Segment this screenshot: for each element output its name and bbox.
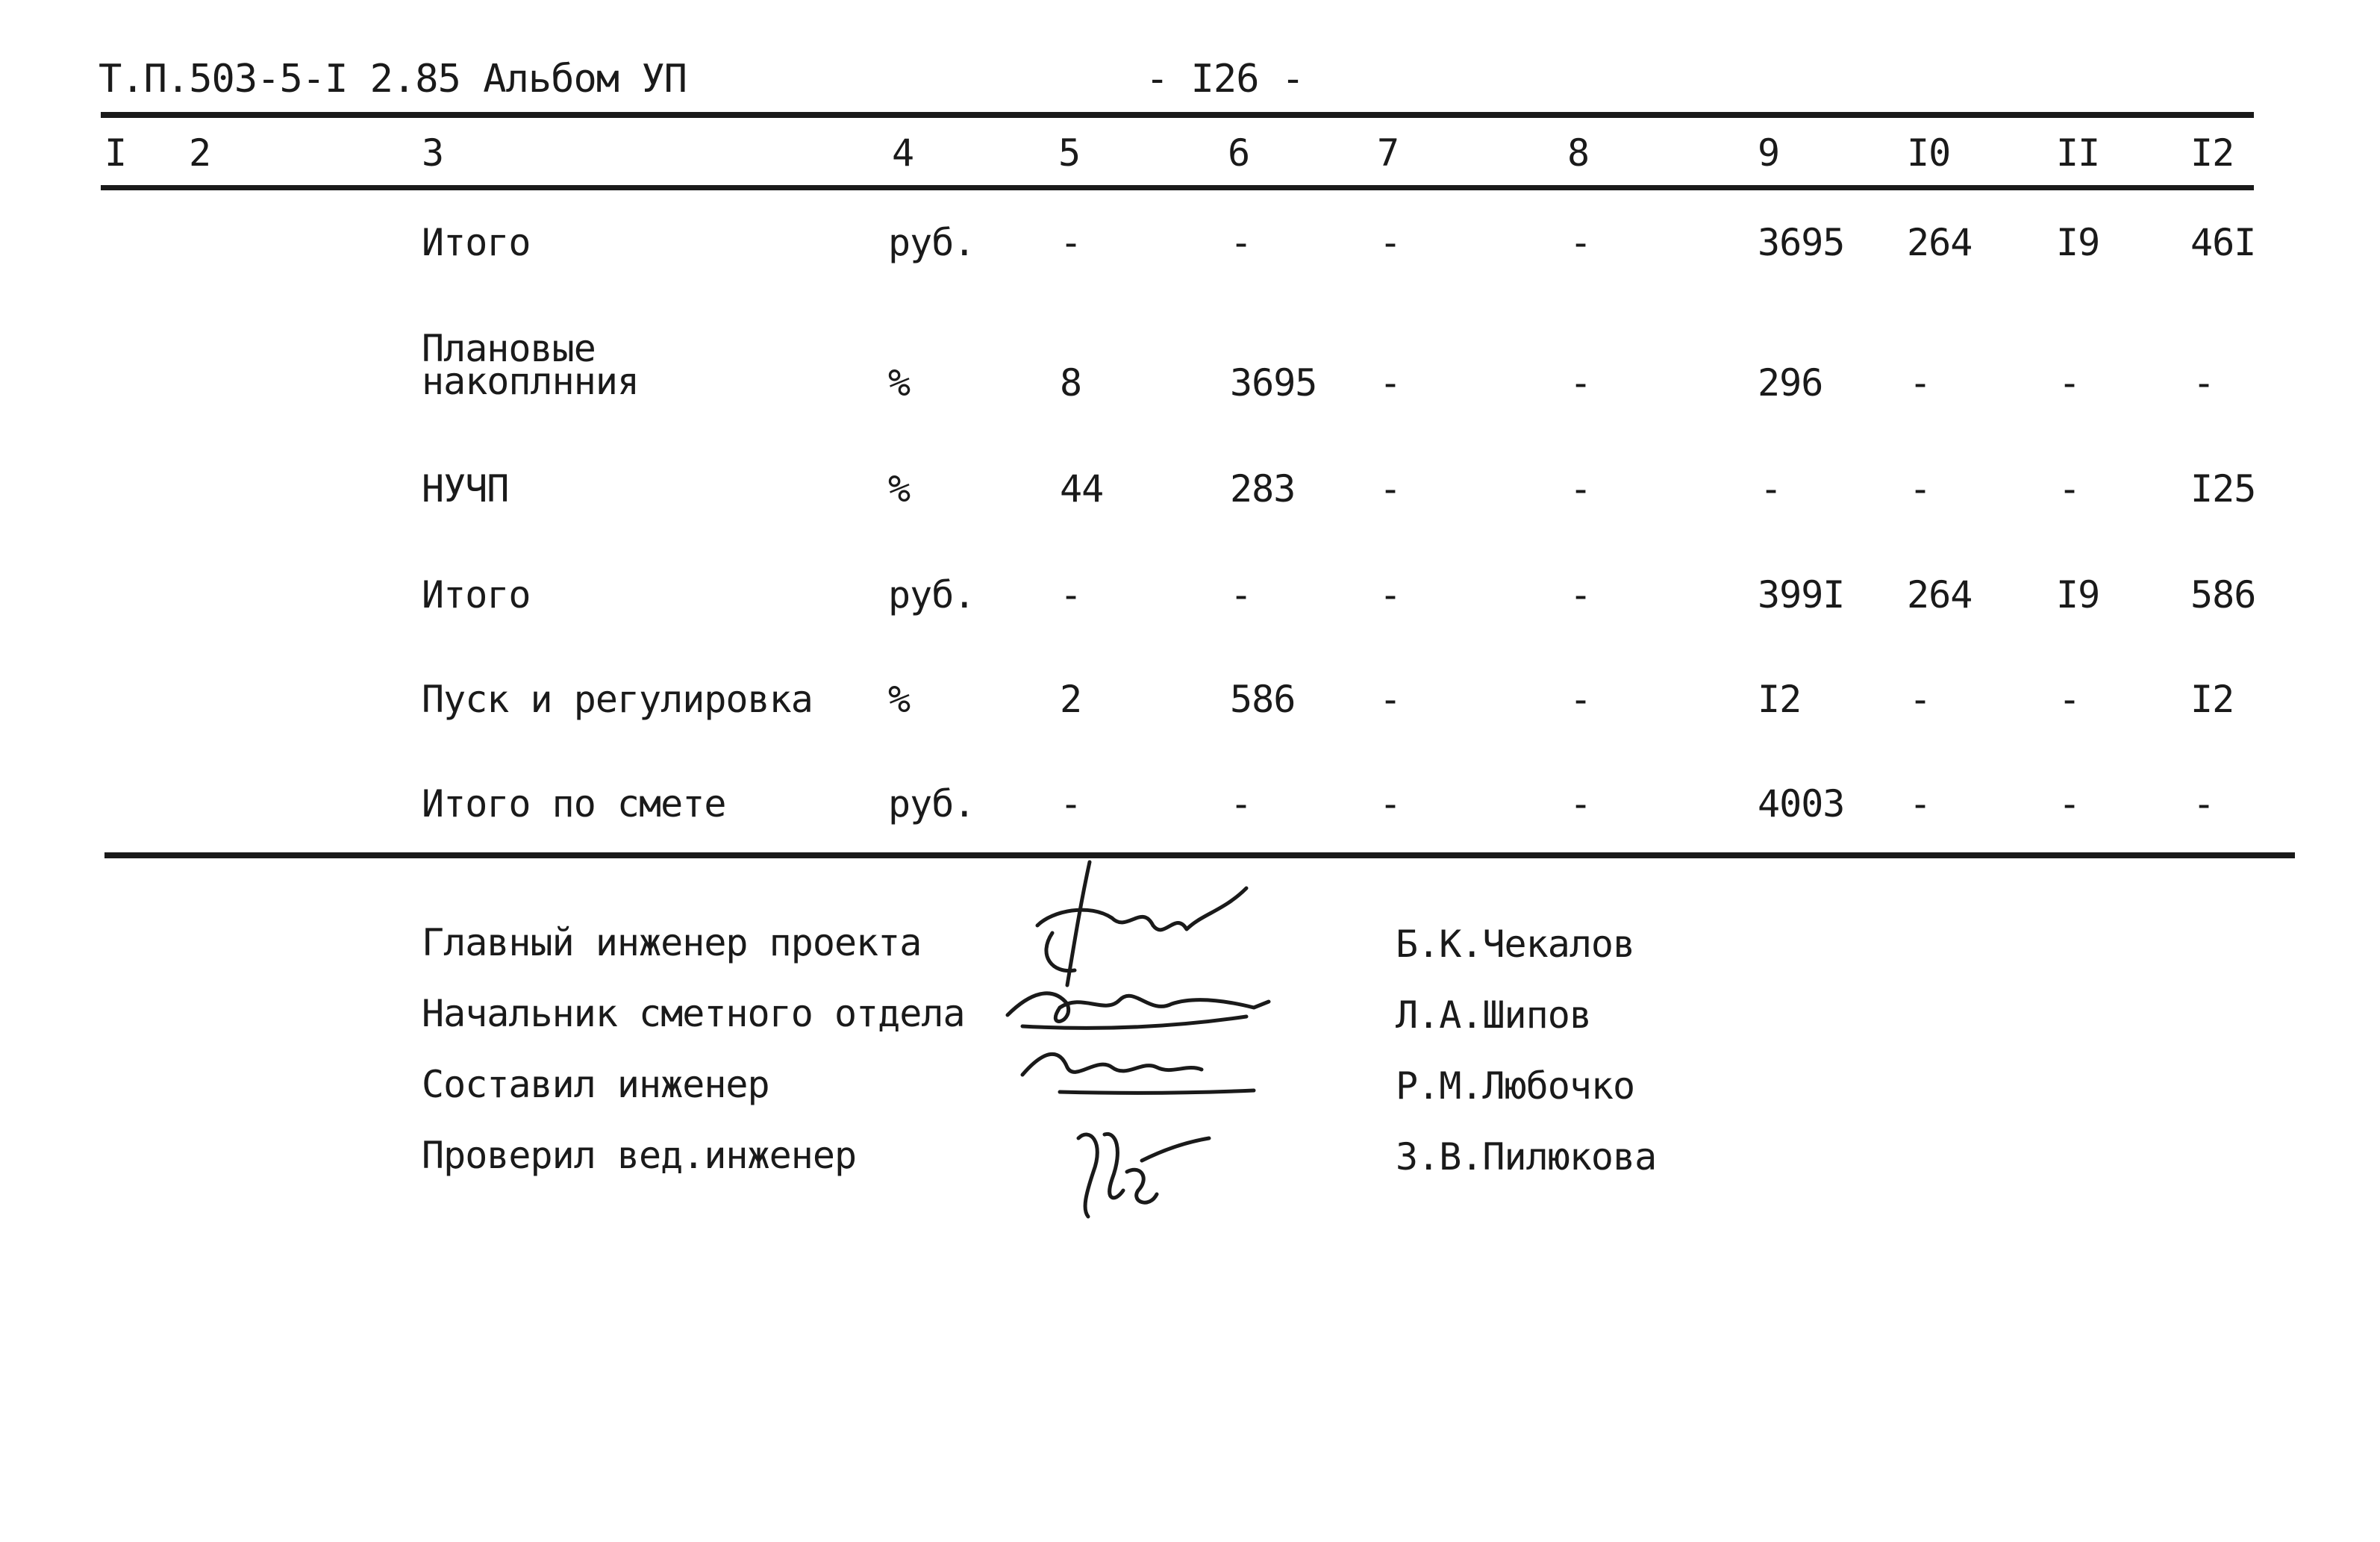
row-6-col9: 4003 (1758, 782, 1845, 825)
row-4-col6: - (1230, 573, 1252, 617)
row-3-name: НУЧП (422, 467, 509, 511)
row-4-col10: 264 (1907, 573, 1973, 617)
signature-role-4: Проверил вед.инженер (422, 1134, 857, 1177)
row-3-col11: - (2058, 467, 2081, 511)
row-2-col9: 296 (1758, 361, 1823, 405)
column-header-11: II (2056, 131, 2100, 175)
row-6-name: Итого по смете (422, 782, 726, 825)
column-header-3: 3 (422, 131, 444, 175)
row-4-col12: 586 (2190, 573, 2256, 617)
row-2-col5: 8 (1060, 361, 1082, 405)
column-header-6: 6 (1228, 131, 1250, 175)
row-6-col6: - (1230, 782, 1252, 825)
row-6-col7: - (1379, 782, 1402, 825)
column-header-8: 8 (1567, 131, 1590, 175)
row-2-name-line-2: накоплнния (422, 360, 640, 403)
row-1-unit: руб. (888, 221, 975, 264)
row-2-name-line-1: Плановые (422, 327, 596, 370)
row-5-col7: - (1379, 678, 1402, 721)
row-2-col12: - (2193, 361, 2215, 405)
column-header-2: 2 (189, 131, 211, 175)
row-5-unit: % (888, 678, 911, 721)
row-1-col5: - (1060, 221, 1082, 264)
row-3-col8: - (1570, 467, 1592, 511)
row-5-col12: I2 (2190, 678, 2234, 721)
row-1-col9: 3695 (1758, 221, 1845, 264)
row-5-col5: 2 (1060, 678, 1082, 721)
row-4-unit: руб. (888, 573, 975, 617)
row-2-col8: - (1570, 361, 1592, 405)
row-6-col11: - (2058, 782, 2081, 825)
row-2-col7: - (1379, 361, 1402, 405)
row-3-col9: - (1760, 467, 1782, 511)
row-4-col7: - (1379, 573, 1402, 617)
row-5-col8: - (1570, 678, 1592, 721)
document-reference: Т.П.503-5-I 2.85 Альбом УП (99, 57, 687, 102)
column-header-9: 9 (1758, 131, 1780, 175)
row-3-col6: 283 (1230, 467, 1296, 511)
row-3-col10: - (1909, 467, 1931, 511)
row-1-col7: - (1379, 221, 1402, 264)
column-header-5: 5 (1058, 131, 1081, 175)
row-6-col12: - (2193, 782, 2215, 825)
row-6-col10: - (1909, 782, 1931, 825)
signature-role-1: Главный инженер проекта (422, 921, 922, 964)
page-number: - I26 - (1146, 57, 1305, 102)
handwritten-signature-4 (1060, 1120, 1224, 1224)
row-1-col12: 46I (2190, 221, 2256, 264)
row-3-col7: - (1379, 467, 1402, 511)
table-bottom-rule (104, 852, 2295, 858)
row-2-col10: - (1909, 361, 1931, 405)
row-5-col6: 586 (1230, 678, 1296, 721)
row-4-col5: - (1060, 573, 1082, 617)
row-2-unit: % (888, 361, 911, 405)
signature-name-1: Б.К.Чекалов (1396, 923, 1635, 966)
signature-role-3: Составил инженер (422, 1063, 769, 1106)
signature-name-3: Р.М.Любочко (1396, 1064, 1635, 1108)
handwritten-signature-3 (1015, 1041, 1269, 1101)
column-header-10: I0 (1907, 131, 1951, 175)
signature-role-2: Начальник сметного отдела (422, 992, 965, 1035)
row-2-col11: - (2058, 361, 2081, 405)
column-header-12: I2 (2190, 131, 2234, 175)
signature-name-4: З.В.Пилюкова (1396, 1135, 1657, 1179)
row-6-unit: руб. (888, 782, 975, 825)
row-5-col10: - (1909, 678, 1931, 721)
row-3-col5: 44 (1060, 467, 1104, 511)
row-6-col8: - (1570, 782, 1592, 825)
row-4-col9: 399I (1758, 573, 1845, 617)
row-1-col10: 264 (1907, 221, 1973, 264)
row-3-col12: I25 (2190, 467, 2256, 511)
handwritten-signature-2 (1000, 970, 1284, 1045)
column-header-7: 7 (1377, 131, 1399, 175)
row-5-col9: I2 (1758, 678, 1802, 721)
row-1-col8: - (1570, 221, 1592, 264)
signature-name-2: Л.А.Шипов (1396, 993, 1591, 1037)
row-1-name: Итого (422, 221, 531, 264)
row-5-name: Пуск и регулировка (422, 678, 813, 721)
row-4-col8: - (1570, 573, 1592, 617)
row-1-col6: - (1230, 221, 1252, 264)
row-2-col6: 3695 (1230, 361, 1317, 405)
row-5-col11: - (2058, 678, 2081, 721)
row-1-col11: I9 (2056, 221, 2100, 264)
row-3-unit: % (888, 467, 911, 511)
column-header-4: 4 (892, 131, 914, 175)
row-4-col11: I9 (2056, 573, 2100, 617)
row-4-name: Итого (422, 573, 531, 617)
row-6-col5: - (1060, 782, 1082, 825)
column-header-1: I (104, 131, 127, 175)
header-rule-top (101, 112, 2254, 118)
header-rule-bottom (101, 185, 2254, 190)
